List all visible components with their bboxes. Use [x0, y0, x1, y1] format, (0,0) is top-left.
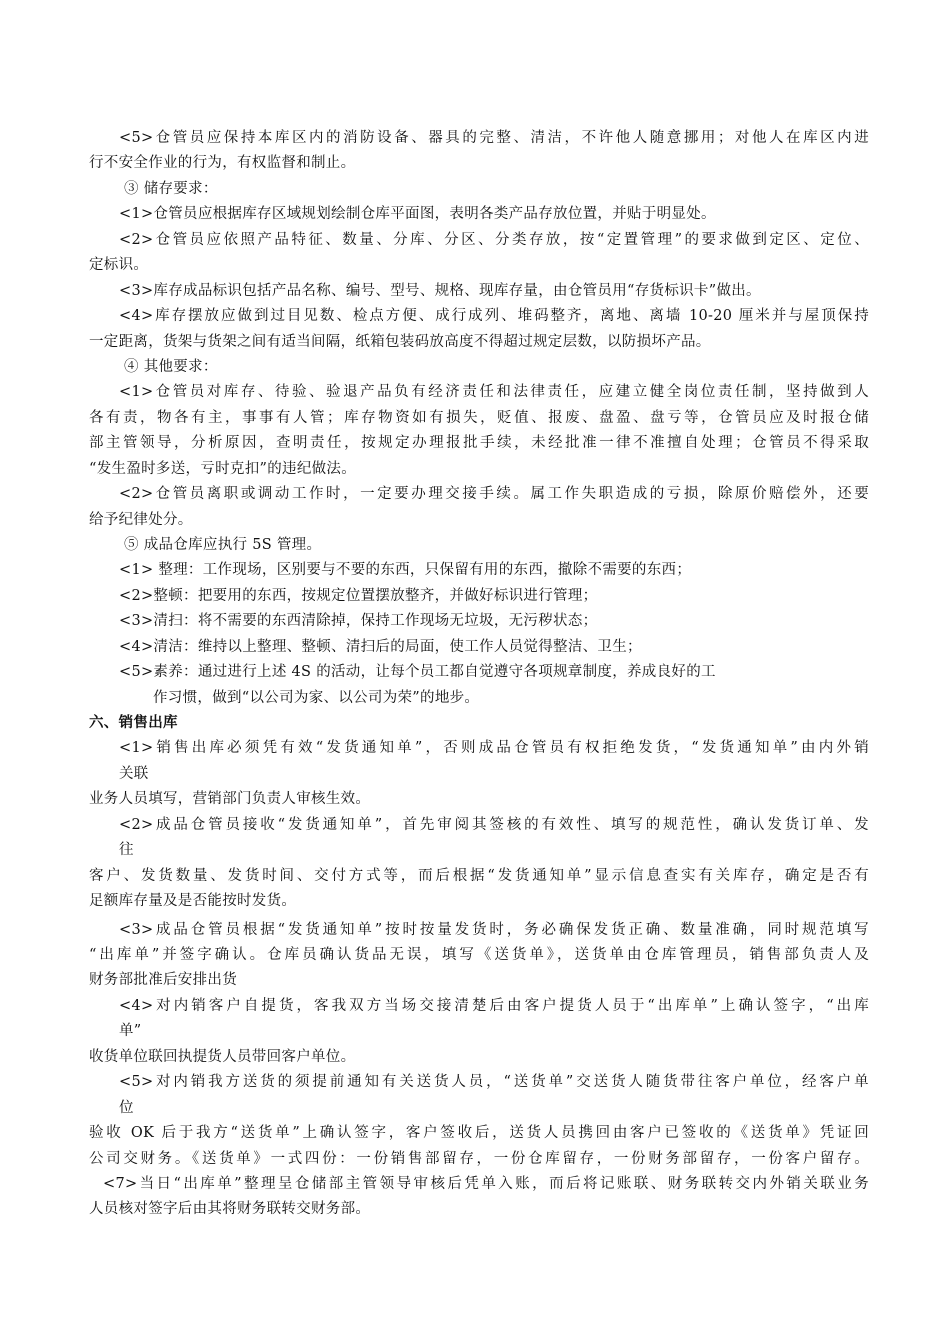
paragraph-line: 部主管领导，分析原因，查明责任，按规定办理报批手续，未经批准一律不准擅自处理；仓管员不得采取: [89, 435, 869, 451]
paragraph-line: 位: [119, 1100, 134, 1116]
paragraph-line: <2>仓管员离职或调动工作时，一定要办理交接手续。属工作失职造成的亏损，除原价赔偿外，还要: [119, 486, 869, 502]
paragraph-line: “发生盈时多送，亏时克扣”的违纪做法。: [89, 461, 357, 477]
paragraph-line: 往: [119, 842, 134, 858]
paragraph-line: <2>成品仓管员接收“发货通知单”，首先审阅其签核的有效性、填写的规范性，确认发货订单、发: [119, 817, 869, 833]
paragraph-line: 单”: [119, 1023, 142, 1039]
paragraph-line: 行不安全作业的行为，有权监督和制止。: [89, 155, 356, 171]
paragraph-line: <1>仓管员应根据库存区域规划绘制仓库平面图，表明各类产品存放位置，并贴于明显处。: [119, 206, 716, 222]
paragraph-line: <4>库存摆放应做到过目见数、检点方便、成行成列、堆码整齐，离地、离墙 10-20 厘米并与屋顶保持: [119, 308, 869, 324]
paragraph-line: <2>仓管员应依照产品特征、数量、分库、分区、分类存放，按“定置管理”的要求做到定区、定位、: [119, 232, 869, 248]
list-item: <4>清洁：维持以上整理、整顿、清扫后的局面，使工作人员觉得整洁、卫生；: [119, 639, 642, 655]
list-item: <1> 整理：工作现场，区别要与不要的东西，只保留有用的东西，撤除不需要的东西；: [119, 562, 692, 578]
paragraph-line: 足额库存量及是否能按时发货。: [89, 893, 297, 909]
paragraph-line: 给予纪律处分。: [89, 512, 193, 528]
paragraph-line: 业务人员填写，营销部门负责人审核生效。: [89, 791, 371, 807]
paragraph-line: 公司交财务。《送货单》一式四份：一份销售部留存，一份仓库留存，一份财务部留存，一份客户留存。: [89, 1151, 869, 1167]
paragraph-line: <1>销售出库必须凭有效“发货通知单”，否则成品仓管员有权拒绝发货，“发货通知单”由内外销: [119, 740, 869, 756]
paragraph-line: <3>成品仓管员根据“发货通知单”按时按量发货时，务必确保发货正确、数量准确，同时规范填写: [119, 922, 869, 938]
section-item: ③ 储存要求：: [124, 181, 218, 197]
paragraph-line: <4>对内销客户自提货，客我双方当场交接清楚后由客户提货人员于“出库单”上确认签字，“出库: [119, 998, 869, 1014]
paragraph-line: “出库单”并签字确认。仓库员确认货品无误，填写《送货单》，送货单由仓库管理员，销售部负责人及: [89, 947, 869, 963]
paragraph-line: 各有责，物各有主，事事有人管；库存物资如有损失，贬值、报废、盘盈、盘亏等，仓管员应及时报仓储: [89, 410, 869, 426]
paragraph-line: 人员核对签字后由其将财务联转交财务部。: [89, 1201, 371, 1217]
list-item: <2>整顿：把要用的东西，按规定位置摆放整齐，并做好标识进行管理；: [119, 588, 598, 604]
paragraph-line: 客户、发货数量、发货时间、交付方式等，而后根据“发货通知单”显示信息查实有关库存，确定是否有: [89, 868, 869, 884]
list-item: <3>清扫：将不需要的东西清除掉，保持工作现场无垃圾，无污秽状态；: [119, 613, 598, 629]
paragraph-line: 收货单位联回执提货人员带回客户单位。: [89, 1049, 356, 1065]
section-item: ④ 其他要求：: [124, 359, 218, 375]
paragraph-line: 关联: [119, 766, 149, 782]
paragraph-line: 作习惯，做到“以公司为家、以公司为荣”的地步。: [153, 690, 480, 706]
paragraph-line: <5>仓管员应保持本库区内的消防设备、器具的完整、清洁，不许他人随意挪用；对他人在库区内进: [119, 130, 869, 146]
paragraph-line: 一定距离，货架与货架之间有适当间隔，纸箱包装码放高度不得超过规定层数，以防损坏产品。: [89, 334, 711, 350]
section-item: ⑤ 成品仓库应执行 5S 管理。: [124, 537, 322, 553]
paragraph-line: <5>对内销我方送货的须提前通知有关送货人员，“送货单”交送货人随货带往客户单位，经客户单: [119, 1074, 869, 1090]
paragraph-line: 验收 OK 后于我方“送货单”上确认签字，客户签收后，送货人员携回由客户已签收的《送货单》凭证回: [89, 1125, 869, 1141]
paragraph-line: <1>仓管员对库存、待验、验退产品负有经济责任和法律责任，应建立健全岗位责任制，坚持做到人: [119, 384, 869, 400]
paragraph-line: <7>当日“出库单”整理呈仓储部主管领导审核后凭单入账，而后将记账联、财务联转交内外销关联业务: [103, 1176, 869, 1192]
list-item: <5>素养：通过进行上述 4S 的活动，让每个员工都自觉遵守各项规章制度，养成良好的工: [119, 664, 716, 680]
paragraph-line: <3>库存成品标识包括产品名称、编号、型号、规格、现库存量，由仓管员用“存货标识卡”做出。: [119, 283, 761, 299]
section-heading: 六、销售出库: [89, 714, 178, 731]
paragraph-line: 财务部批准后安排出货: [89, 972, 237, 988]
paragraph-line: 定标识。: [89, 257, 149, 273]
